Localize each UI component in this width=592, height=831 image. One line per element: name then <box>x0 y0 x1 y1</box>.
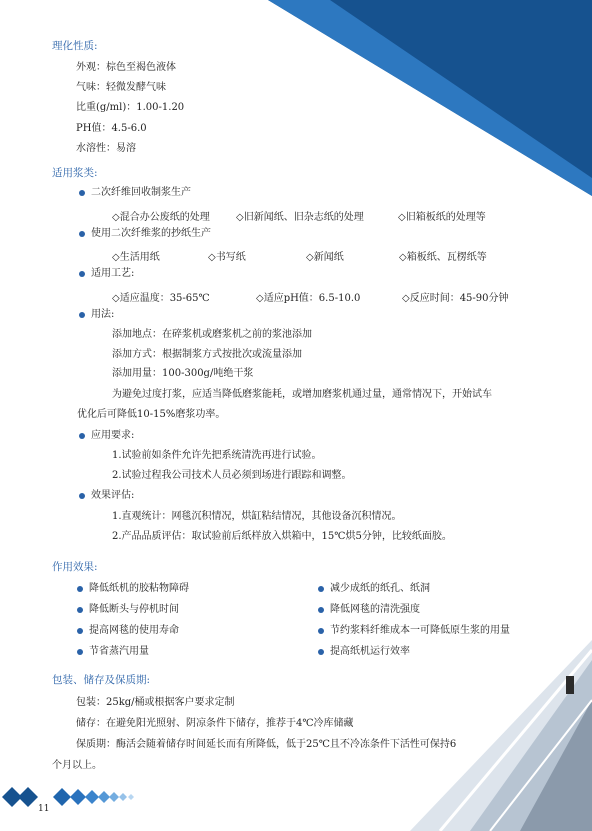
pulp-machines-label: 使用二次纤维浆的抄纸生产 <box>91 228 211 239</box>
bullet-icon <box>77 607 83 613</box>
bullet-icon <box>318 586 324 592</box>
page-number: 11 <box>38 804 50 814</box>
packaging-package: 包装：25kg/桶或根据客户要求定制 <box>76 697 235 708</box>
pulp-recycled-option: ◇旧新闻纸、旧杂志纸的处理 <box>236 212 364 223</box>
effect-item: 提高网毯的使用寿命 <box>89 625 179 636</box>
evaluation-label: 效果评估: <box>91 490 135 501</box>
bullet-icon <box>318 607 324 613</box>
pulp-recycled-option: ◇旧箱板纸的处理等 <box>398 212 486 223</box>
bullet-icon <box>318 649 324 655</box>
bullet-icon <box>79 493 85 499</box>
requirement-item: 2.试验过程我公司技术人员必须到场进行跟踪和调整。 <box>112 470 352 481</box>
pulp-process-label: 适用工艺: <box>91 268 135 279</box>
requirements-label: 应用要求: <box>91 430 135 441</box>
section-title-effects: 作用效果: <box>52 561 98 573</box>
pulp-process-option: ◇适应温度：35-65℃ <box>112 293 210 304</box>
bullet-icon <box>79 433 85 439</box>
pulp-recycled-option: ◇混合办公废纸的处理 <box>112 212 210 223</box>
pulp-machines-option: ◇箱板纸、瓦楞纸等 <box>399 252 487 263</box>
bullet-icon <box>77 649 83 655</box>
bullet-icon <box>77 628 83 634</box>
evaluation-item: 2.产品品质评估：取试验前后纸样放入烘箱中，15℃烘5分钟，比较纸面胶。 <box>112 531 452 542</box>
pulp-recycled-label: 二次纤维回收制浆生产 <box>91 187 191 198</box>
bullet-icon <box>77 586 83 592</box>
effect-item: 节约浆料纤维成本一可降低原生浆的用量 <box>330 625 510 636</box>
property-ph: PH值：4.5-6.0 <box>76 123 147 134</box>
packaging-storage: 储存：在避免阳光照射、阴凉条件下储存，推荐于4℃冷库储藏 <box>76 718 354 729</box>
packaging-shelf-life: 保质期：酶活会随着储存时间延长而有所降低，低于25℃且不冷冻条件下活性可保持6 <box>76 739 457 750</box>
machine-detail <box>566 676 574 694</box>
pulp-machines-option: ◇书写纸 <box>208 252 246 263</box>
pulp-machines-option: ◇生活用纸 <box>112 252 160 263</box>
pulp-usage-label: 用法: <box>91 309 115 320</box>
effect-item: 减少成纸的纸孔、纸洞 <box>330 583 430 594</box>
usage-method: 添加方式：根据制浆方式按批次或流量添加 <box>112 349 302 360</box>
bullet-icon <box>79 312 85 318</box>
effect-item: 降低断头与停机时间 <box>89 604 179 615</box>
pulp-process-option: ◇反应时间：45-90分钟 <box>402 293 509 304</box>
effect-item: 提高纸机运行效率 <box>330 646 410 657</box>
section-title-packaging: 包装、储存及保质期: <box>52 674 151 686</box>
usage-dosage: 添加用量：100-300g/吨绝干浆 <box>112 368 254 379</box>
section-title-properties: 理化性质: <box>52 40 98 52</box>
usage-note-continued: 优化后可降低10-15%磨浆功率。 <box>77 409 226 420</box>
effect-item: 降低纸机的胶粘物障碍 <box>89 583 189 594</box>
evaluation-item: 1.直观统计：网毯沉积情况，烘缸粘结情况，其他设备沉积情况。 <box>112 511 402 522</box>
usage-note: 为避免过度打浆，应适当降低磨浆能耗，或增加磨浆机通过量，通常情况下，开始试车 <box>112 389 492 400</box>
usage-point: 添加地点：在碎浆机或磨浆机之前的浆池添加 <box>112 329 312 340</box>
bullet-icon <box>79 190 85 196</box>
effect-item: 降低网毯的清洗强度 <box>330 604 420 615</box>
pulp-machines-option: ◇新闻纸 <box>306 252 344 263</box>
bullet-icon <box>318 628 324 634</box>
property-odor: 气味：轻微发酵气味 <box>76 82 166 93</box>
pulp-process-option: ◇适应pH值：6.5-10.0 <box>256 293 361 304</box>
property-density: 比重(g/ml)：1.00-1.20 <box>76 102 185 113</box>
effect-item: 节省蒸汽用量 <box>89 646 149 657</box>
footer-diamonds <box>2 787 134 807</box>
bullet-icon <box>79 271 85 277</box>
packaging-shelf-life-continued: 个月以上。 <box>52 760 102 771</box>
property-solubility: 水溶性：易溶 <box>76 143 136 154</box>
bullet-icon <box>79 231 85 237</box>
section-title-pulp: 适用浆类: <box>52 167 98 179</box>
requirement-item: 1.试验前如条件允许先把系统清洗再进行试验。 <box>112 450 322 461</box>
property-appearance: 外观：棕色至褐色液体 <box>76 62 176 73</box>
